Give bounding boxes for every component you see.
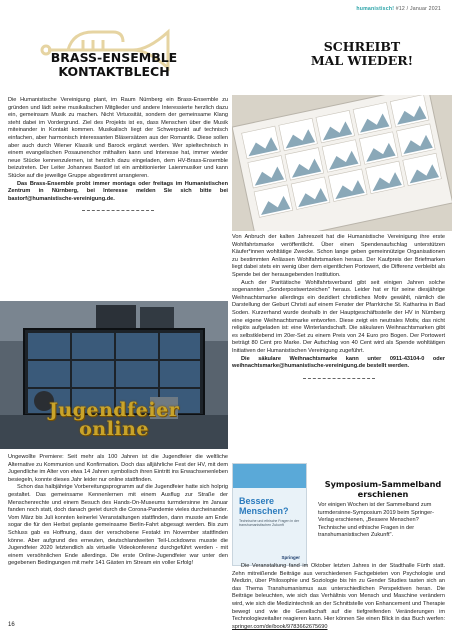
- article-paragraph: Schon das halbjährige Vorbereitungsprogramm auf die Jugendfeier hatte sich holprig gestaltet. Das gemeinsame Kennenlernen mit einem Ausflug zur Straße der Menschenrechte und einem Besuch des Hands-On-Museums turmdersinne im Januar fanden noch statt, doch danach geriet durch die Corona-Pandemie vieles durcheinander. Vom März bis Juli konnten keinerlei Veranstaltungen stattfinden, dann musste am Ende sogar die für den Herbst geplante gemeinsame Berlin-Fahrt abgesagt werden. Bis zum Schluss gab es Hoffnung, dass der verschobene Festakt im November stattfinden könne. Aber aufgrund des erneuten, deutschlandweiten Teil-Lockdowns musste die Jugendfeier 2020 letztendlich als virtuelle Videokonferenz durchgeführt werden - mit einem versöhnlichen Ende allerdings. Die erste Online-Jugendfeier war unter den gegebenen Bedingungen mit mehr 141 Gästen im Stream ein voller Erfolg!: [8, 484, 228, 567]
- article-paragraph: Ungewollte Premiere: Seit mehr als 100 Jahren ist die Jugendfeier die weltliche Alternative zu Kommunion und Konfirmation. Doch das alljährliche Fest der HV, mit dem Jugendliche im Alter von etwa 14 Jahren symbolisch ihren Eintritt ins Erwachsenenleben besiegeln, konnte dieses Jahr leider nur online stattfinden.: [8, 454, 228, 483]
- schreibt-article: [232, 234, 445, 379]
- article-paragraph: Die Veranstaltung fand im Oktober letzten Jahres in der Stadthalle Fürth statt. Zehn mitreißende Beiträge aus verschiedenen Fachgebieten von Psychologie und Medizin, über Philosophie und Soziologie bis hin zu Gender Studies tasten sich an das Thema Transhumanismus aus unterschiedlichen Perspektiven heran. Die Beiträge beleuchten, wie sich das Verhältnis von Mensch und Maschine verändern wird, wie sich die Medizintechnik an der Schnittstelle von Enhancement und Therapie bewegt und wie die Gesellschaft auf die tiefgreifenden Veränderungen im Technologiezeitalter reagieren kann. Hier können Sie einen Blick in das Buch werfen: springer.com/de/book/9783662675690: [232, 563, 445, 630]
- brass-ensemble-title: BRASS-ENSEMBLE KONTAKTBLECH: [50, 50, 178, 79]
- book-cover: [232, 463, 307, 566]
- article-paragraph-bold: Die säkulare Weihnachtsmarke kann unter 0911-43104-0 oder weihnachtsmarke@humanistische-vereinigung.de bestellt werden.: [232, 355, 445, 370]
- jugendfeier-title-line2: online: [79, 418, 149, 440]
- jugendfeier-title-line1: Jugendfeier: [48, 399, 180, 421]
- symposium-article: [232, 563, 445, 631]
- stamp-sheet-image: [232, 95, 452, 231]
- divider: [303, 378, 375, 379]
- page-header: [356, 6, 441, 12]
- publisher-logo: Springer: [281, 555, 300, 560]
- brass-ensemble-article: [8, 97, 228, 211]
- schreibt-title: SCHREIBT MAL WIEDER!: [310, 39, 414, 68]
- book-cover-band: [233, 464, 306, 488]
- article-paragraph: Auch der Paritätische Wohlfahrtsverband gibt seit einigen Jahren solche sogenannten „Sonderpostwertzeichen" heraus. Leider hat er für seine diesjährige Weihnachtsmarke allerdings ein dezidiert christliches Motiv gewählt, nämlich die Darstellung der Geburt Christi auf einem Fenster der Pfarrkirche St. Katharina in Bad Soden. Kurzerhand wurde deshalb in der Hauptgeschäftsstelle der HV in Nürnberg eine eigene Weihnachtsmarke entworfen. Diese zeigt ein neutrales Motiv, das nicht religiös aufgeladen ist: eine Winterlandschaft. Die säkularen Weihnachtsmarken gibt es selbstklebend im 20er-Set zu einem Preis von 24 Euro pro Bogen. Der Portowert beträgt 80 Cent pro Marke. Der Aufschlag von 40 Cent wird als Spende wohltätigen Initiativen der Humanistischen Vereinigung zugeführt.: [232, 279, 445, 354]
- symposium-title: Symposium-Sammelband erschienen: [324, 479, 442, 499]
- article-paragraph: Von Anbruch der kalten Jahreszeit hat die Humanistische Vereinigung ihre erste Wohlfahrtsmarke veröffentlicht. Über einen Spendenaufschlag unterstützen Käufer*innen wohltätige Zwecke. Schon lange geben gemeinnützige Organisationen zu bestimmten Anlässen Wohlfahrtsmarken heraus. Der Kaufpreis der Briefmarken liegt dabei stets ein wenig über dem eigentlichen Portowert, die Differenz verbleibt als Spende bei der herausgebenden Institution.: [232, 234, 445, 278]
- issue-label: #12 / Januar 2021: [394, 6, 441, 12]
- book-subtitle: Technische und ethische Fragen in der transhumanistischen Zukunft: [239, 519, 300, 528]
- jugendfeier-article: [8, 454, 228, 568]
- page-number: 16: [8, 622, 15, 628]
- symposium-intro: [318, 502, 445, 540]
- magazine-brand: humanistisch!: [356, 6, 395, 12]
- article-paragraph-bold: Das Brass-Ensemble probt immer montags oder freitags im Humanistischen Zentrum in Nürnberg, bei Interesse melden Sie sich bitte bei bastorf@humanistische-vereinigung.de.: [8, 180, 228, 202]
- jugendfeier-photo: [0, 301, 228, 449]
- article-paragraph: Die Humanistische Vereinigung plant, im Raum Nürnberg ein Brass-Ensemble zu gründen und lädt seine musikalischen Mitglieder und andere Interessierte herzlich dazu ein, gemeinsam Musik zu machen. Nicht Virtuosität, sondern der gemeinsame Klang steht dabei im Vordergrund. Ziel des Projekts ist es, dass Menschen über die Musik miteinander in Kontakt kommen. Musikalisch liegt der Schwerpunkt auf technisch einfachen, aber harmonisch interessanten Bläsersätzen aus der Romantik. Diese sollen aber auch durch Wiener Klassik und Barock ergänzt werden. Wer spieltechnisch in einem evangelischen Posaunenchor mithalten kann und Interesse hat, immer wieder neue Stücke kennenzulernen, ist herzlich dazu eingeladen, dem HV-Brass-Ensemble beizutreten. Der Leiter Johannes Bastorf ist ein ambitionierter Laienmusiker und kann Stücke auf die jeweilige Gruppe abgestimmt arrangieren.: [8, 97, 228, 179]
- divider: [82, 210, 154, 211]
- springer-book-link[interactable]: springer.com/de/book/9783662675690: [232, 623, 328, 630]
- article-paragraph: Vor einigen Wochen ist der Sammelband zum turmdersinne-Symposium 2019 beim Springer-Verlag erschienen, „Bessere Menschen? Technische und ethische Fragen in der transhumanistischen Zukunft".: [318, 502, 434, 539]
- book-title: Bessere Menschen?: [239, 496, 289, 516]
